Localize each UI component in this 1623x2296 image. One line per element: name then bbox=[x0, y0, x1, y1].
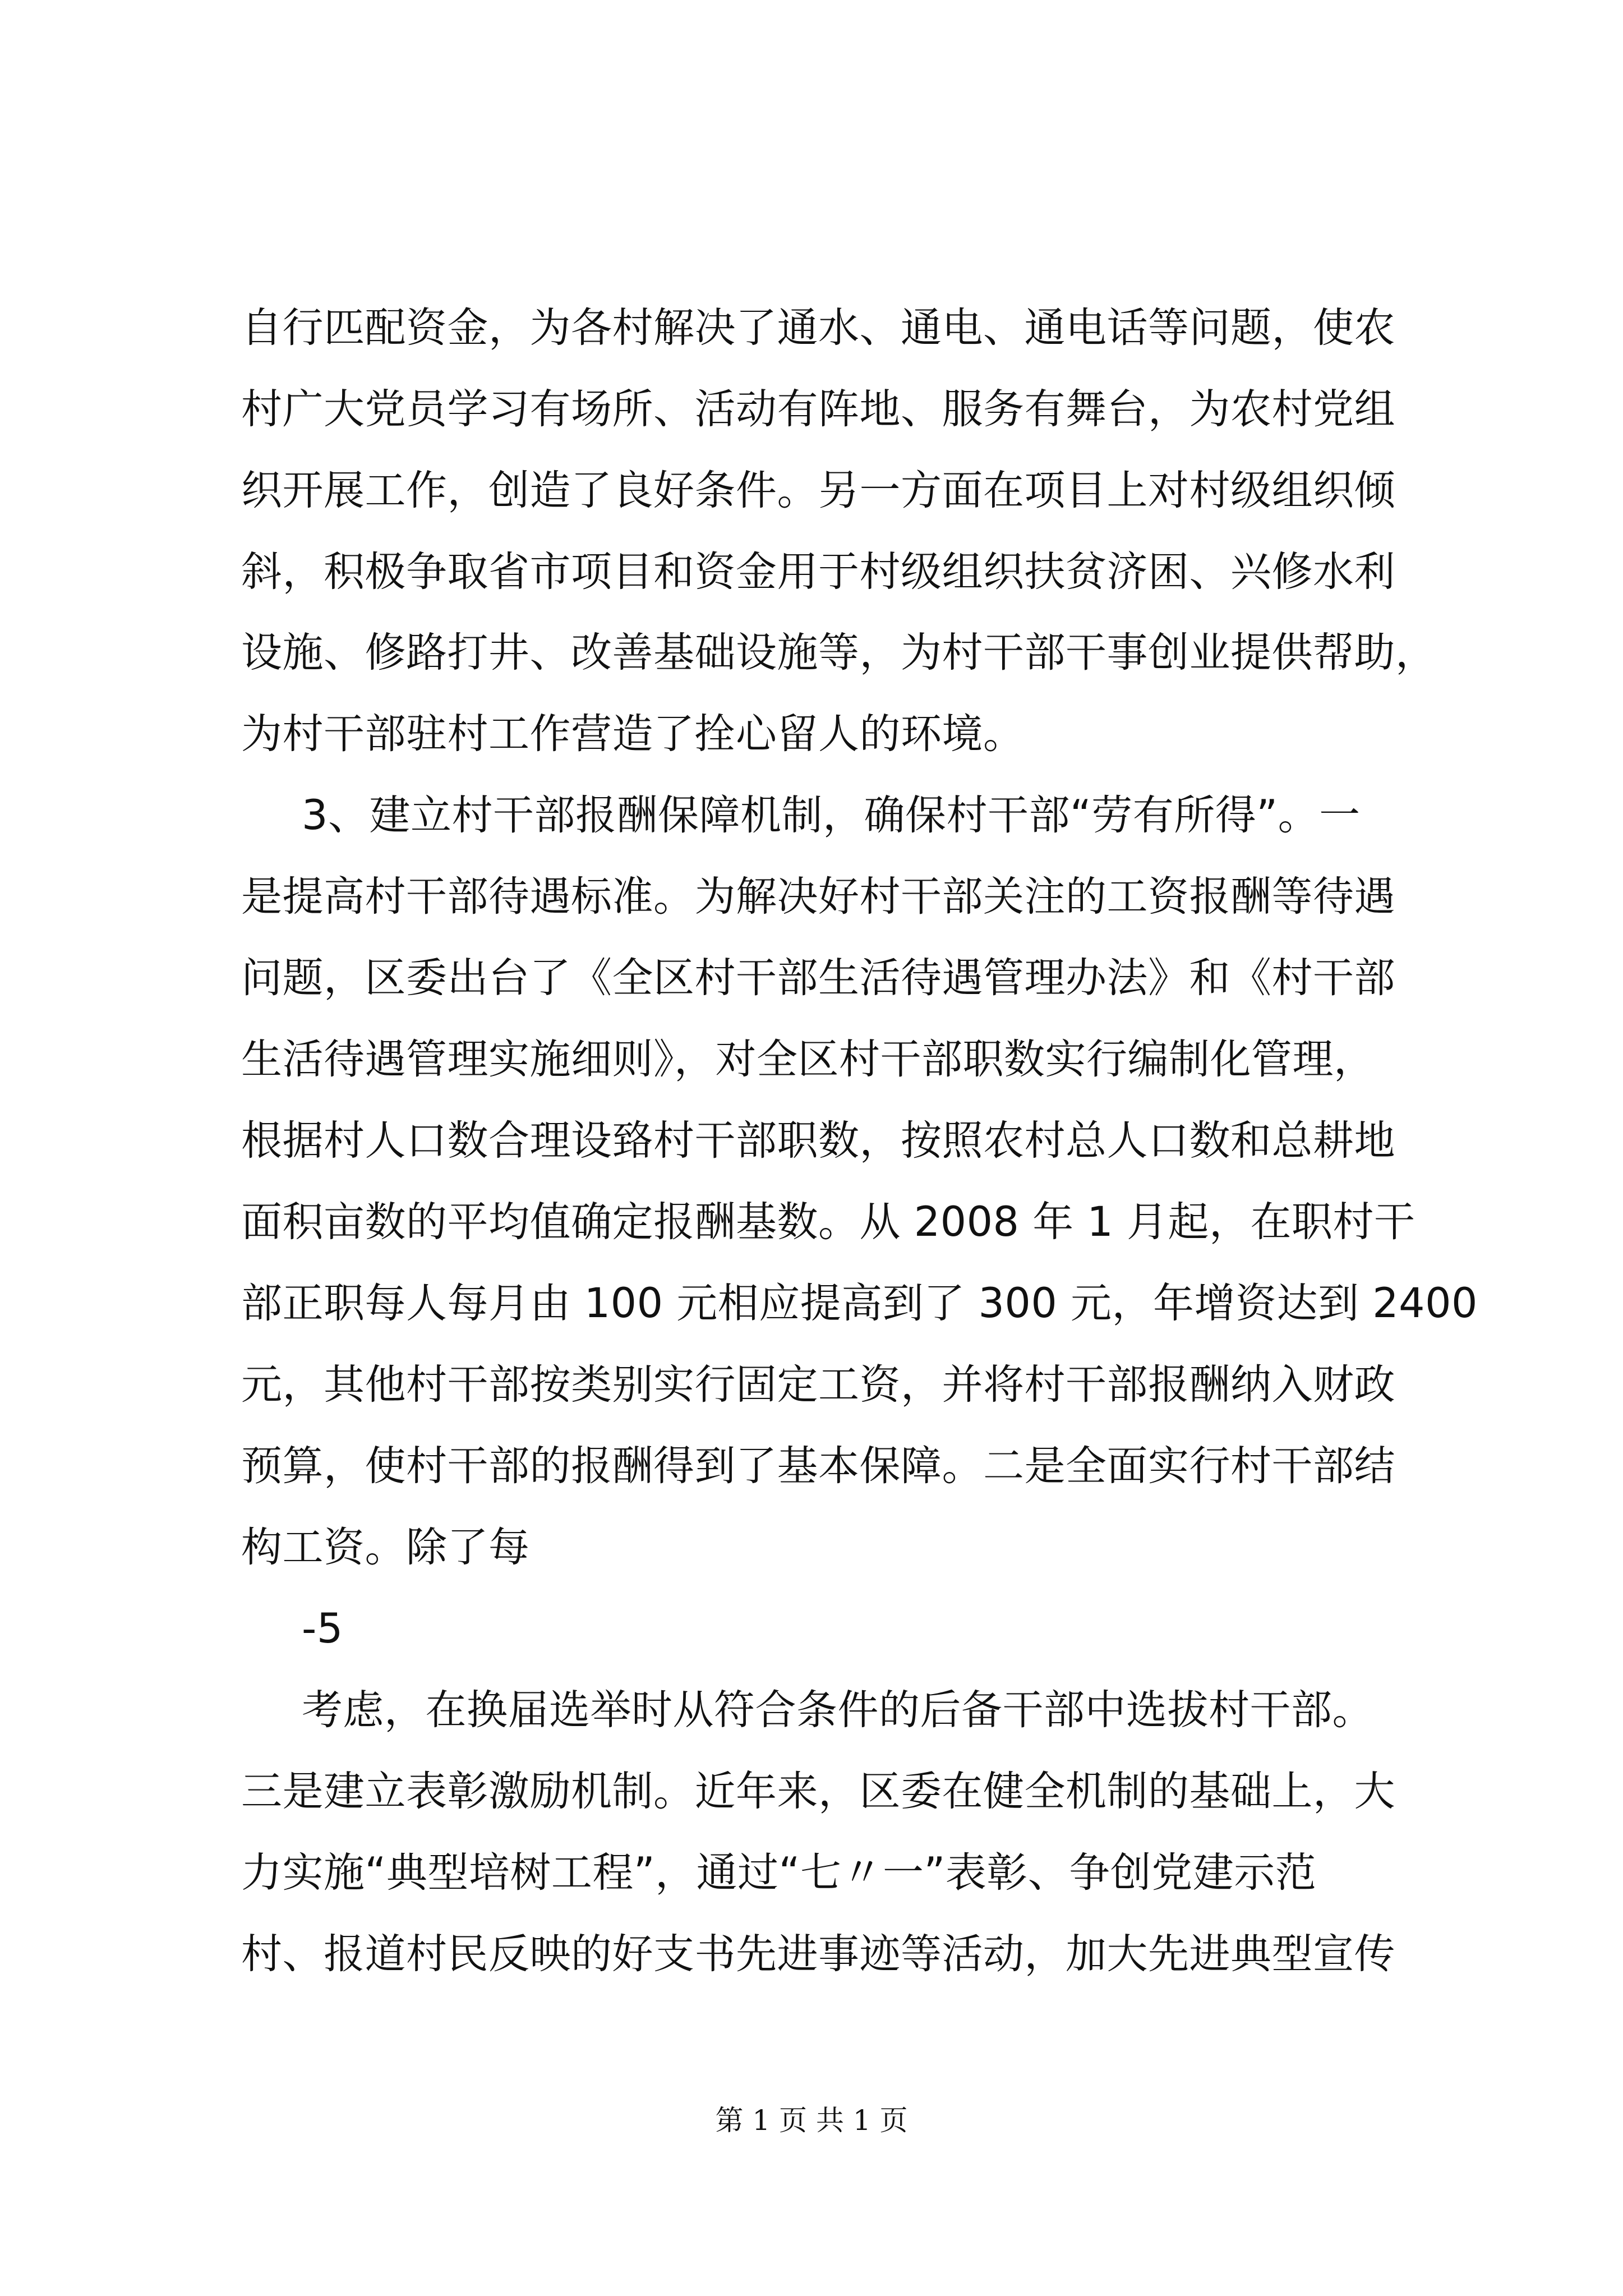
text-line: 村广大党员学习有场所、活动有阵地、服务有舞台，为农村党组 bbox=[241, 385, 1395, 433]
text-line: 三是建立表彰激励机制。近年来，区委在健全机制的基础上，大 bbox=[241, 1768, 1395, 1815]
page-footer: 第 1 页 共 1 页 bbox=[715, 2104, 908, 2137]
text-line: 生活待遇管理实施细则》，对全区村干部职数实行编制化管理， bbox=[241, 1036, 1375, 1083]
text-line: 村、报道村民反映的好支书先进事迹等活动，加大先进典型宣传 bbox=[241, 1930, 1395, 1978]
text-line: 面积亩数的平均值确定报酬基数。从 2008 年 1 月起，在职村干 bbox=[241, 1198, 1415, 1246]
text-line: 考虑，在换届选举时从符合条件的后备干部中选拔村干部。 bbox=[302, 1686, 1373, 1734]
text-line: 构工资。除了每 bbox=[241, 1524, 530, 1571]
text-line: 为村干部驻村工作营造了拴心留人的环境。 bbox=[241, 710, 1025, 758]
text-line: 问题，区委出台了《全区村干部生活待遇管理办法》和《村干部 bbox=[241, 954, 1395, 1002]
text-line: 力实施“典型培树工程”，通过“七〃一”表彰、争创党建示范 bbox=[241, 1849, 1317, 1897]
text-line: 织开展工作，创造了良好条件。另一方面在项目上对村级组织倾 bbox=[241, 467, 1395, 514]
text-line: 部正职每人每月由 100 元相应提高到了 300 元，年增资达到 2400 bbox=[241, 1280, 1478, 1327]
text-line: 3、建立村干部报酬保障机制，确保村干部“劳有所得”。一 bbox=[302, 792, 1361, 839]
text-line: 元，其他村干部按类别实行固定工资，并将村干部报酬纳入财政 bbox=[241, 1361, 1395, 1409]
text-line: 是提高村干部待遇标准。为解决好村干部关注的工资报酬等待遇 bbox=[241, 873, 1395, 921]
text-line: 设施、修路打井、改善基础设施等，为村干部干事创业提供帮助， bbox=[241, 629, 1437, 677]
page-marker: -5 bbox=[302, 1605, 343, 1653]
text-line: 斜，积极争取省市项目和资金用于村级组织扶贫济困、兴修水利 bbox=[241, 548, 1395, 596]
text-line: 自行匹配资金，为各村解决了通水、通电、通电话等问题，使农 bbox=[241, 304, 1395, 352]
text-line: 预算，使村干部的报酬得到了基本保障。二是全面实行村干部结 bbox=[241, 1442, 1395, 1490]
text-line: 根据村人口数合理设臵村干部职数，按照农村总人口数和总耕地 bbox=[241, 1117, 1395, 1165]
